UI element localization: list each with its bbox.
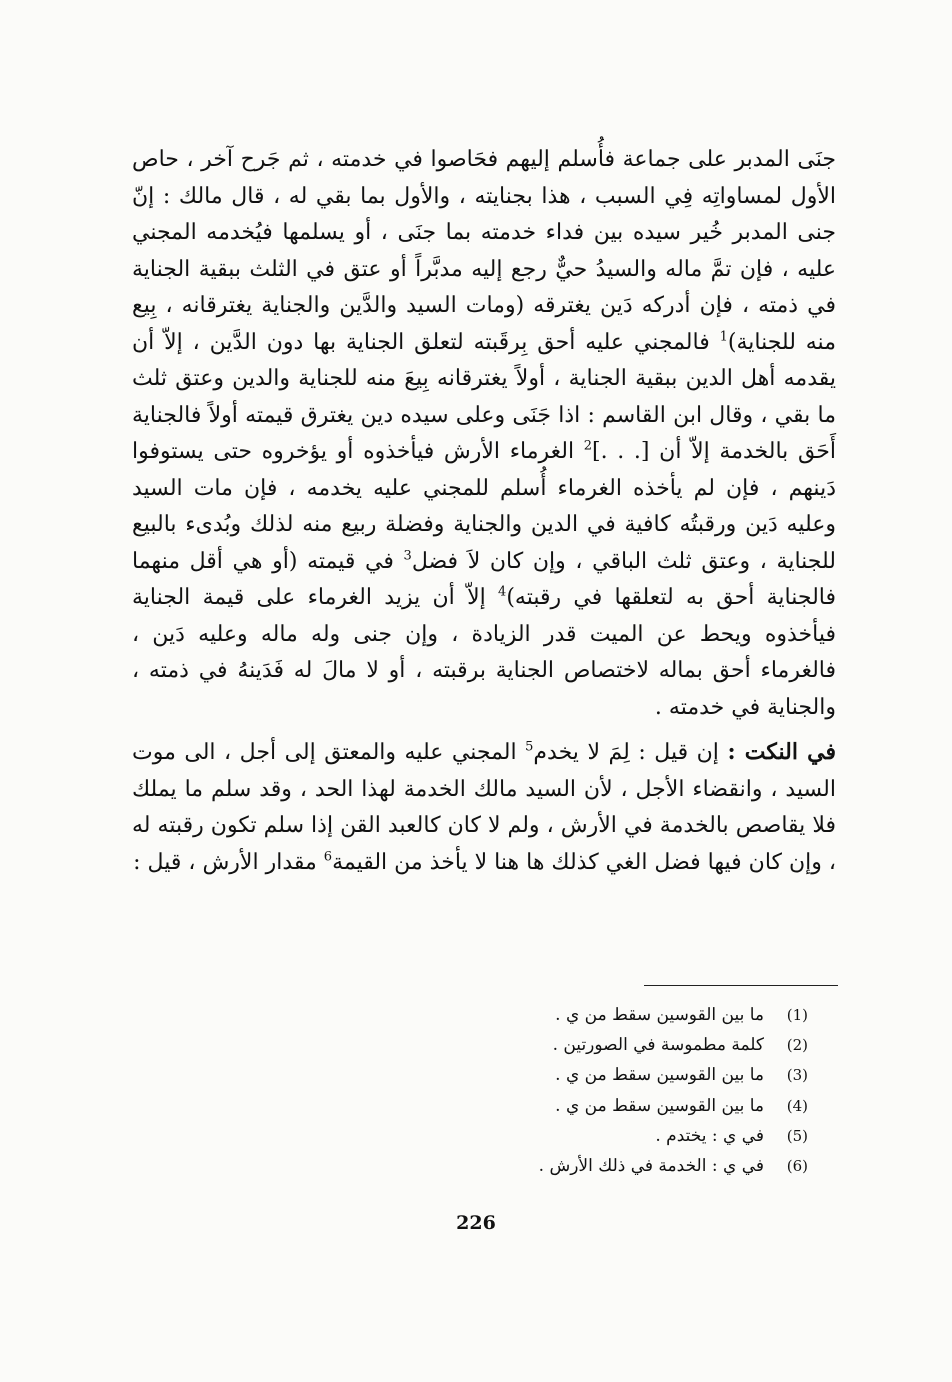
footnote-text: ما بين القوسين سقط من ي . — [555, 1005, 764, 1025]
footnote-3 — [300, 1060, 808, 1090]
paragraph-2-part-c: مقدار الأرش ، قيل : — [133, 849, 324, 875]
paragraph-2-part-b: المجني عليه والمعتق إلى أجل ، الى موت السيد ، وانقضاء الأجل ، لأن السيد مالك الخدمة لهذا الحد ، وقد سلم ما يملك فلا يقاصص بالخدمة في الأرش ، ولم لا كان كالعبد القن إذا سلم تكون رقبته له ، وإن كان فيها فضل الغي كذلك ها هنا لا يأخذ من القيمة — [132, 740, 836, 875]
footnote-text: في ي : يختدم . — [655, 1125, 764, 1146]
paragraph-2-part-a: إن قيل : لِمَ لا يخدم — [533, 740, 728, 765]
footnote-6 — [300, 1151, 808, 1181]
footnote-ref-2[interactable]: 2 — [583, 438, 593, 454]
footnote-text: في ي : الخدمة في ذلك الأرش . — [538, 1156, 764, 1177]
footnote-text: كلمة مطموسة في الصورتين . — [552, 1035, 764, 1056]
footnote-number: (5) — [786, 1126, 808, 1145]
footnote-ref-6[interactable]: 6 — [323, 849, 333, 865]
paragraph-1-part-b: فالمجني عليه أحق بِرقَبته لتعلق الجناية بها دون الدَّين ، إلاّ أن يقدمه أهل الدين ببقية الجناية ، أولاً يغترقانه بِيعَ منه للجناية والدين وعتق ثلث ما بقي ، وقال ابن القاسم : اذا جَنَى وعلى سيده دين يغترق قيمته أولاً فالجناية أَحَق بالخدمة إلاّ أن [. . .] — [132, 329, 836, 464]
footnote-4 — [300, 1091, 808, 1121]
footnote-number: (1) — [786, 1006, 808, 1024]
page-number: 226 — [456, 1212, 496, 1234]
footnote-1 — [300, 1000, 808, 1030]
footnote-ref-5[interactable]: 5 — [525, 739, 534, 755]
footnote-number: (4) — [786, 1096, 808, 1115]
paragraph-1-part-c: الغرماء الأرش فيأخذوه أو يؤخروه حتى يستوفوا دَينهم ، فإن لم يأخذه الغرماء أُسلم للمجني عليه يخدمه ، فإن مات السيد وعليه دَين ورقبتُه كافية في الدين والجناية وفضلة ربيع منه لذلك وبُدىء بالبيع للجناية ، وعتق ثلث الباقي ، وإن كان لاَ فضل — [132, 439, 836, 574]
footnote-text: ما بين القوسين سقط من ي . — [555, 1095, 764, 1116]
footnote-ref-3[interactable]: 3 — [403, 548, 412, 564]
footnote-text: ما بين القوسين سقط من ي . — [555, 1065, 764, 1086]
footnote-ref-1[interactable]: 1 — [719, 329, 728, 345]
footnote-separator — [644, 985, 838, 986]
paragraph-1-part-a: جنَى المدبر على جماعة فأُسلم إليهم فحَاصوا في خدمته ، ثم جَرح آخر ، حاص الأول لمساواتِه فِي السبب ، هذا بجنايته ، والأول بما بقي له ، قال مالك : إنّ جنى المدبر خُير سيده بين فداء خدمته بما جنَى ، أو يسلمها فيُخدمه المجني عليه ، فإن تمَّ ماله والسيدُ حيٌّ رجع إليه مدبَّراً أو عتق في الثلث ببقية الجناية في ذمته ، فإن أدركه دَين يغترقه (ومات السيد والدَّين والجناية يغترقانه ، بِيع منه للجناية) — [132, 147, 837, 355]
paragraph-1 — [132, 142, 836, 726]
footnotes-list — [300, 1000, 808, 1181]
footnote-number: (6) — [786, 1157, 808, 1176]
paragraph-1-part-d: في قيمته (أو هي أقل منهما فالجناية أحق به لتعلقها في رقبته) — [132, 548, 837, 610]
footnote-5 — [300, 1121, 808, 1151]
footnote-2 — [300, 1030, 808, 1060]
footnote-number: (3) — [786, 1066, 808, 1085]
main-text-block — [132, 142, 836, 881]
paragraph-2-lead: في النكت : — [727, 739, 837, 765]
paragraph-2 — [132, 734, 836, 881]
footnote-number: (2) — [786, 1036, 808, 1055]
paragraph-1-part-e: إلاّ أن يزيد الغرماء على قيمة الجناية فيأخذوه ويحط عن الميت قدر الزيادة ، وإن جنى وله ماله وعليه دَين ، فالغرماء أحق بماله لاختصاص الجناية برقبته ، أو لا مالَ له فَدَينهُ في ذمته ، والجناية في خدمته . — [132, 585, 836, 720]
footnote-ref-4[interactable]: 4 — [498, 584, 507, 600]
